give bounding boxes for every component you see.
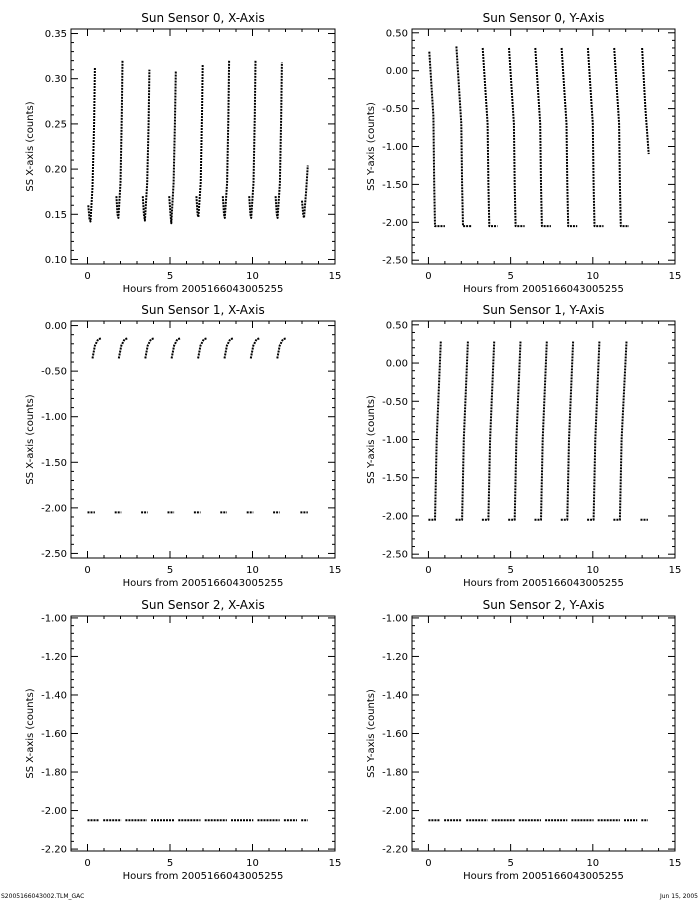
- data-trace: [145, 338, 154, 358]
- y-tick-label: -1.60: [41, 729, 67, 740]
- chart-panel-3: [412, 321, 675, 558]
- y-tick-label: -1.50: [382, 473, 408, 485]
- y-tick-label: -1.50: [382, 179, 408, 191]
- chart-title: Sun Sensor 0, Y-Axis: [482, 11, 605, 25]
- footer-filename: S2005166043002.TLM_GAC: [1, 893, 85, 900]
- data-trace: [587, 342, 599, 520]
- data-trace: [116, 61, 122, 218]
- y-axis-label: SS Y-axis (counts): [366, 395, 377, 484]
- y-tick-label: 0.35: [44, 29, 67, 41]
- data-trace: [508, 342, 520, 520]
- x-tick-label: 15: [668, 565, 682, 576]
- chart-title: Sun Sensor 0, X-Axis: [141, 11, 265, 25]
- x-tick-label: 5: [507, 858, 514, 869]
- y-tick-label: -2.00: [382, 806, 408, 818]
- data-trace: [302, 166, 308, 218]
- data-trace: [119, 338, 128, 358]
- y-tick-label: 0.50: [385, 320, 408, 332]
- x-tick-label: 0: [425, 565, 432, 576]
- x-tick-label: 0: [84, 858, 91, 869]
- y-tick-label: 0.30: [44, 74, 67, 86]
- y-tick-label: -2.00: [382, 511, 408, 523]
- x-tick-label: 10: [586, 858, 600, 869]
- y-tick-label: -1.20: [382, 651, 408, 663]
- y-tick-label: -1.80: [41, 767, 67, 779]
- data-trace: [276, 62, 282, 218]
- y-tick-label: -2.50: [382, 255, 408, 267]
- x-tick-label: 15: [328, 565, 342, 576]
- x-tick-label: 0: [425, 858, 432, 869]
- chart-panel-4: [71, 616, 335, 851]
- y-tick-label: -1.20: [41, 651, 67, 663]
- data-trace: [483, 48, 498, 226]
- x-tick-label: 10: [586, 271, 600, 282]
- x-tick-label: 5: [507, 565, 514, 576]
- data-trace: [642, 48, 649, 154]
- y-tick-label: 0.25: [44, 119, 67, 131]
- x-tick-label: 15: [328, 271, 342, 282]
- y-tick-label: -1.40: [41, 690, 67, 702]
- x-tick-label: 15: [328, 858, 342, 869]
- data-trace: [169, 72, 176, 224]
- chart-panel-0: [71, 29, 335, 264]
- data-trace: [535, 48, 551, 226]
- y-tick-label: 0.20: [44, 164, 67, 176]
- chart-panel-5: [412, 616, 675, 851]
- data-trace: [428, 342, 440, 520]
- y-tick-label: 0.00: [385, 66, 408, 78]
- y-tick-label: -1.00: [41, 613, 67, 625]
- y-tick-label: -1.60: [382, 729, 408, 740]
- data-trace: [143, 70, 150, 221]
- y-tick-label: -1.00: [382, 142, 408, 153]
- chart-title: Sun Sensor 1, X-Axis: [141, 303, 265, 317]
- x-tick-label: 10: [246, 565, 259, 576]
- y-tick-label: 0.00: [385, 358, 408, 370]
- data-trace: [562, 48, 578, 226]
- x-tick-label: 10: [246, 858, 259, 869]
- y-tick-label: 0.50: [385, 28, 408, 40]
- x-axis-label: Hours from 2005166043005255: [122, 871, 284, 882]
- data-trace: [561, 342, 573, 520]
- data-trace: [172, 338, 181, 358]
- data-trace: [613, 342, 626, 520]
- x-axis-label: Hours from 2005166043005255: [463, 578, 624, 589]
- footer-date: Jun 15, 2005: [659, 893, 698, 900]
- data-trace: [88, 68, 95, 222]
- plot-frame: [412, 616, 675, 851]
- y-tick-label: -1.00: [382, 613, 408, 625]
- data-trace: [251, 338, 260, 358]
- data-trace: [482, 342, 494, 520]
- data-trace: [198, 338, 207, 358]
- y-axis-label: SS X-axis (counts): [25, 101, 36, 192]
- y-axis-label: SS Y-axis (counts): [366, 689, 377, 778]
- x-tick-label: 5: [166, 565, 174, 576]
- data-trace: [588, 48, 604, 226]
- chart-panel-2: [71, 321, 335, 558]
- data-trace: [225, 338, 234, 358]
- y-axis-label: SS X-axis (counts): [25, 394, 36, 485]
- plot-frame: [71, 321, 335, 558]
- y-tick-label: -1.80: [382, 767, 408, 779]
- chart-title: Sun Sensor 2, Y-Axis: [482, 598, 605, 612]
- y-tick-label: -0.50: [382, 396, 408, 408]
- data-trace: [456, 46, 472, 226]
- data-trace: [93, 338, 102, 358]
- data-trace: [535, 342, 547, 520]
- y-axis-label: SS Y-axis (counts): [366, 102, 377, 191]
- y-tick-label: -2.20: [41, 844, 67, 856]
- x-axis-label: Hours from 2005166043005255: [122, 284, 284, 295]
- x-tick-label: 10: [246, 271, 259, 282]
- data-trace: [277, 338, 286, 358]
- y-tick-label: -2.50: [41, 548, 67, 560]
- plot-frame: [71, 29, 335, 264]
- x-tick-label: 5: [507, 271, 514, 282]
- y-tick-label: 0.10: [44, 254, 67, 266]
- data-trace: [196, 64, 202, 217]
- plot-frame: [412, 321, 675, 558]
- y-tick-label: -1.00: [382, 435, 408, 446]
- x-tick-label: 5: [166, 271, 174, 282]
- data-trace: [614, 48, 629, 226]
- y-tick-label: -0.50: [41, 366, 67, 378]
- x-tick-label: 0: [84, 271, 91, 282]
- y-tick-label: 0.15: [44, 209, 67, 221]
- chart-title: Sun Sensor 1, Y-Axis: [482, 303, 605, 317]
- chart-panel-1: [412, 29, 675, 264]
- plot-frame: [71, 616, 335, 851]
- plot-frame: [412, 29, 675, 264]
- data-trace: [429, 52, 445, 226]
- x-axis-label: Hours from 2005166043005255: [463, 871, 624, 882]
- y-tick-label: -2.00: [41, 806, 67, 818]
- y-tick-label: 0.00: [44, 321, 67, 333]
- x-tick-label: 5: [166, 858, 174, 869]
- y-tick-label: -0.50: [382, 104, 408, 116]
- x-tick-label: 15: [668, 858, 682, 869]
- y-tick-label: -2.00: [382, 217, 408, 229]
- data-trace: [509, 48, 525, 226]
- y-tick-label: -2.00: [41, 503, 67, 515]
- y-tick-label: -2.20: [382, 844, 408, 856]
- x-axis-label: Hours from 2005166043005255: [122, 578, 284, 589]
- y-tick-label: -1.40: [382, 690, 408, 702]
- x-tick-label: 15: [668, 271, 682, 282]
- data-trace: [223, 61, 229, 218]
- y-axis-label: SS X-axis (counts): [25, 688, 36, 779]
- chart-title: Sun Sensor 2, X-Axis: [141, 598, 265, 612]
- y-tick-label: -1.00: [41, 412, 67, 424]
- y-tick-label: -1.50: [41, 457, 67, 469]
- x-tick-label: 0: [425, 271, 432, 282]
- x-axis-label: Hours from 2005166043005255: [463, 284, 624, 295]
- x-tick-label: 10: [586, 565, 600, 576]
- x-tick-label: 0: [84, 565, 91, 576]
- y-tick-label: -2.50: [382, 549, 408, 561]
- data-trace: [456, 342, 468, 520]
- data-trace: [249, 61, 255, 218]
